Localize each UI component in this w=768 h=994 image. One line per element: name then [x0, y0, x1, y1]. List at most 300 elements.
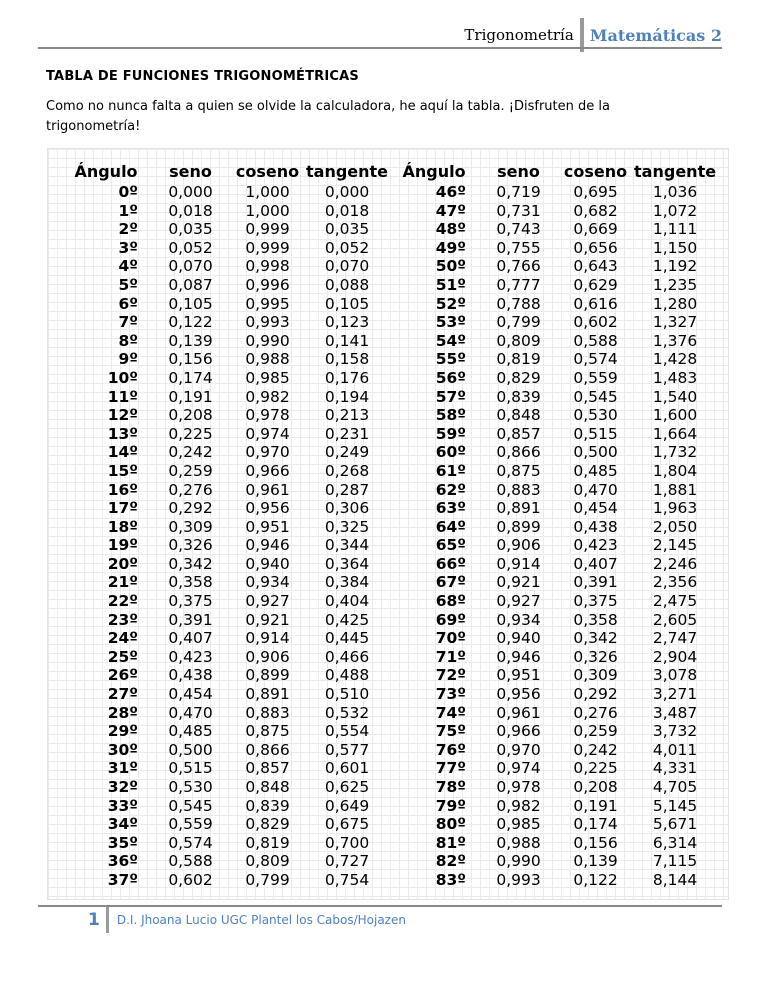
cell-seno: 0,018 — [168, 201, 213, 220]
cell-tangente: 0,231 — [324, 424, 370, 443]
page-footer — [88, 907, 406, 933]
table-row — [60, 834, 716, 853]
cell-tangente: 0,384 — [324, 573, 370, 592]
cell-angle-2: 59º — [435, 424, 467, 443]
cell-tangente: 0,601 — [324, 759, 370, 778]
table-row — [60, 759, 716, 778]
cell-seno-2: 0,848 — [496, 406, 541, 425]
cell-angle: 34º — [107, 815, 138, 834]
cell-tangente-2: 1,881 — [652, 480, 698, 499]
col-header-tangente-2: tangente — [634, 162, 717, 181]
cell-seno-2: 0,799 — [496, 313, 541, 332]
cell-angle: 8º — [118, 331, 138, 350]
cell-seno: 0,174 — [168, 368, 213, 387]
cell-seno: 0,326 — [168, 536, 213, 555]
cell-seno: 0,375 — [168, 592, 213, 611]
col-header-coseno-2: coseno — [563, 162, 628, 181]
cell-seno-2: 0,985 — [496, 815, 541, 834]
cell-tangente-2: 1,804 — [652, 461, 698, 480]
cell-coseno: 0,906 — [245, 647, 290, 666]
cell-seno-2: 0,857 — [496, 424, 541, 443]
cell-coseno-2: 0,242 — [573, 740, 618, 759]
cell-angle-2: 74º — [435, 703, 467, 722]
cell-tangente: 0,488 — [324, 666, 370, 685]
cell-tangente: 0,249 — [324, 443, 370, 462]
cell-tangente: 0,105 — [324, 294, 370, 313]
cell-seno: 0,500 — [168, 740, 213, 759]
cell-coseno-2: 0,545 — [573, 387, 618, 406]
document-title: TABLA DE FUNCIONES TRIGONOMÉTRICAS — [46, 69, 359, 84]
cell-seno: 0,122 — [168, 313, 213, 332]
table-row — [60, 239, 716, 258]
cell-angle-2: 68º — [435, 592, 467, 611]
cell-tangente: 0,141 — [324, 331, 370, 350]
cell-angle-2: 46º — [435, 183, 467, 201]
col-header-seno-2: seno — [497, 162, 540, 181]
cell-angle: 16º — [107, 480, 138, 499]
table-row — [60, 536, 716, 555]
header-subject: Trigonometría — [464, 26, 574, 44]
cell-tangente-2: 4,011 — [652, 740, 698, 759]
cell-coseno-2: 0,174 — [573, 815, 618, 834]
cell-tangente-2: 2,605 — [652, 610, 698, 629]
cell-coseno-2: 0,643 — [573, 257, 618, 276]
cell-seno: 0,139 — [168, 331, 213, 350]
cell-seno-2: 0,956 — [496, 685, 541, 704]
cell-seno-2: 0,829 — [496, 368, 541, 387]
cell-seno: 0,208 — [168, 406, 213, 425]
cell-tangente-2: 4,331 — [652, 759, 698, 778]
cell-seno: 0,087 — [168, 275, 213, 294]
cell-coseno: 0,819 — [245, 833, 290, 852]
table-header-row — [60, 161, 716, 183]
cell-tangente: 0,052 — [324, 238, 370, 257]
cell-tangente: 0,088 — [324, 275, 370, 294]
cell-tangente: 0,404 — [324, 592, 370, 611]
table-row — [60, 481, 716, 500]
cell-tangente-2: 5,671 — [652, 815, 698, 834]
cell-tangente-2: 1,600 — [652, 406, 698, 425]
cell-tangente-2: 1,428 — [652, 350, 698, 369]
table-row — [60, 815, 716, 834]
table-row — [60, 425, 716, 444]
cell-angle: 4º — [118, 257, 138, 276]
cell-seno: 0,000 — [168, 183, 213, 201]
cell-seno: 0,588 — [168, 852, 213, 871]
cell-tangente: 0,035 — [324, 220, 370, 239]
cell-angle: 3º — [118, 238, 138, 257]
cell-angle: 18º — [107, 517, 138, 536]
cell-tangente-2: 3,271 — [652, 685, 698, 704]
table-row — [60, 332, 716, 351]
cell-seno-2: 0,788 — [496, 294, 541, 313]
cell-tangente: 0,577 — [324, 740, 370, 759]
table-body — [60, 183, 716, 890]
cell-angle: 7º — [118, 313, 138, 332]
cell-tangente: 0,625 — [324, 778, 370, 796]
cell-angle-2: 64º — [435, 517, 467, 536]
cell-angle: 12º — [107, 406, 138, 425]
cell-seno: 0,485 — [168, 722, 213, 741]
cell-angle-2: 83º — [435, 870, 467, 889]
cell-seno-2: 0,914 — [496, 554, 541, 573]
cell-angle-2: 82º — [435, 852, 467, 871]
cell-coseno-2: 0,629 — [573, 275, 618, 294]
cell-coseno: 0,970 — [245, 443, 290, 462]
cell-coseno: 0,940 — [245, 554, 290, 573]
cell-tangente: 0,466 — [324, 647, 370, 666]
cell-coseno: 0,848 — [245, 778, 290, 796]
cell-angle-2: 77º — [435, 759, 467, 778]
cell-seno-2: 0,990 — [496, 852, 541, 871]
cell-tangente: 0,287 — [324, 480, 370, 499]
cell-coseno: 1,000 — [245, 201, 290, 220]
cell-angle: 23º — [107, 610, 138, 629]
cell-tangente-2: 2,747 — [652, 629, 698, 648]
cell-angle-2: 53º — [435, 313, 467, 332]
cell-seno: 0,574 — [168, 833, 213, 852]
cell-seno-2: 0,940 — [496, 629, 541, 648]
cell-angle: 25º — [107, 647, 138, 666]
table-row — [60, 704, 716, 723]
cell-seno: 0,309 — [168, 517, 213, 536]
cell-angle: 32º — [107, 778, 138, 796]
cell-tangente-2: 1,732 — [652, 443, 698, 462]
cell-seno-2: 0,766 — [496, 257, 541, 276]
cell-angle: 30º — [107, 740, 138, 759]
cell-coseno: 0,875 — [245, 722, 290, 741]
table-row — [60, 871, 716, 890]
cell-seno-2: 0,978 — [496, 778, 541, 796]
table-row — [60, 648, 716, 667]
cell-tangente-2: 1,235 — [652, 275, 698, 294]
cell-seno: 0,545 — [168, 796, 213, 815]
cell-coseno-2: 0,588 — [573, 331, 618, 350]
table-row — [60, 202, 716, 221]
cell-coseno-2: 0,156 — [573, 833, 618, 852]
cell-angle-2: 71º — [435, 647, 467, 666]
cell-tangente: 0,325 — [324, 517, 370, 536]
col-header-seno: seno — [169, 162, 212, 181]
cell-tangente-2: 1,540 — [652, 387, 698, 406]
cell-coseno-2: 0,191 — [573, 796, 618, 815]
cell-seno: 0,454 — [168, 685, 213, 704]
cell-coseno: 0,974 — [245, 424, 290, 443]
cell-tangente-2: 3,487 — [652, 703, 698, 722]
table-row — [60, 350, 716, 369]
cell-coseno: 0,951 — [245, 517, 290, 536]
cell-tangente-2: 1,280 — [652, 294, 698, 313]
cell-angle: 31º — [107, 759, 138, 778]
cell-tangente: 0,754 — [324, 870, 370, 889]
table-row — [60, 406, 716, 425]
cell-tangente: 0,727 — [324, 852, 370, 871]
cell-coseno: 0,866 — [245, 740, 290, 759]
cell-seno: 0,259 — [168, 461, 213, 480]
col-header-coseno: coseno — [235, 162, 300, 181]
cell-tangente-2: 1,327 — [652, 313, 698, 332]
trig-table-figure — [47, 148, 729, 900]
cell-seno-2: 0,951 — [496, 666, 541, 685]
table-row — [60, 741, 716, 760]
cell-seno-2: 0,866 — [496, 443, 541, 462]
table-row — [60, 722, 716, 741]
cell-coseno: 0,988 — [245, 350, 290, 369]
table-row — [60, 592, 716, 611]
cell-angle: 2º — [118, 220, 138, 239]
cell-tangente: 0,344 — [324, 536, 370, 555]
cell-seno-2: 0,982 — [496, 796, 541, 815]
footer-divider — [106, 907, 109, 933]
cell-tangente: 0,123 — [324, 313, 370, 332]
cell-coseno-2: 0,500 — [573, 443, 618, 462]
cell-angle-2: 81º — [435, 833, 467, 852]
cell-coseno: 0,914 — [245, 629, 290, 648]
cell-angle-2: 60º — [435, 443, 467, 462]
cell-angle-2: 62º — [435, 480, 467, 499]
cell-angle-2: 51º — [435, 275, 467, 294]
cell-seno-2: 0,719 — [496, 183, 541, 201]
table-row — [60, 443, 716, 462]
cell-tangente: 0,158 — [324, 350, 370, 369]
cell-angle-2: 67º — [435, 573, 467, 592]
cell-coseno-2: 0,574 — [573, 350, 618, 369]
cell-coseno-2: 0,276 — [573, 703, 618, 722]
cell-tangente-2: 2,145 — [652, 536, 698, 555]
table-row — [60, 518, 716, 537]
cell-seno: 0,035 — [168, 220, 213, 239]
cell-tangente-2: 2,356 — [652, 573, 698, 592]
cell-angle: 37º — [107, 870, 138, 889]
cell-seno-2: 0,961 — [496, 703, 541, 722]
cell-coseno: 0,921 — [245, 610, 290, 629]
cell-angle: 24º — [107, 629, 138, 648]
cell-tangente: 0,213 — [324, 406, 370, 425]
cell-tangente-2: 7,115 — [652, 852, 698, 871]
col-header-angle: Ángulo — [74, 162, 138, 181]
table-row — [60, 666, 716, 685]
cell-tangente-2: 2,246 — [652, 554, 698, 573]
cell-angle-2: 73º — [435, 685, 467, 704]
cell-seno-2: 0,777 — [496, 275, 541, 294]
cell-angle: 17º — [107, 499, 138, 518]
cell-angle-2: 69º — [435, 610, 467, 629]
cell-coseno: 0,998 — [245, 257, 290, 276]
cell-coseno-2: 0,656 — [573, 238, 618, 257]
cell-coseno: 0,927 — [245, 592, 290, 611]
cell-tangente-2: 1,376 — [652, 331, 698, 350]
cell-coseno-2: 0,695 — [573, 183, 618, 201]
cell-tangente-2: 6,314 — [652, 833, 698, 852]
cell-angle: 28º — [107, 703, 138, 722]
cell-coseno-2: 0,423 — [573, 536, 618, 555]
table-row — [60, 629, 716, 648]
cell-coseno-2: 0,616 — [573, 294, 618, 313]
cell-coseno: 0,899 — [245, 666, 290, 685]
cell-angle-2: 48º — [435, 220, 467, 239]
cell-coseno: 0,946 — [245, 536, 290, 555]
cell-seno-2: 0,743 — [496, 220, 541, 239]
cell-angle-2: 47º — [435, 201, 467, 220]
cell-coseno: 0,985 — [245, 368, 290, 387]
cell-coseno: 0,829 — [245, 815, 290, 834]
cell-coseno-2: 0,515 — [573, 424, 618, 443]
cell-coseno-2: 0,485 — [573, 461, 618, 480]
cell-seno-2: 0,993 — [496, 870, 541, 889]
cell-coseno-2: 0,139 — [573, 852, 618, 871]
cell-coseno: 0,799 — [245, 870, 290, 889]
footer-author: D.I. Jhoana Lucio UGC Plantel los Cabos/Hojazen — [116, 913, 406, 927]
cell-seno: 0,225 — [168, 424, 213, 443]
cell-angle: 26º — [107, 666, 138, 685]
cell-seno-2: 0,819 — [496, 350, 541, 369]
cell-coseno-2: 0,682 — [573, 201, 618, 220]
cell-seno: 0,407 — [168, 629, 213, 648]
cell-coseno: 0,883 — [245, 703, 290, 722]
cell-angle: 10º — [107, 368, 138, 387]
cell-seno-2: 0,966 — [496, 722, 541, 741]
cell-tangente: 0,425 — [324, 610, 370, 629]
cell-angle: 6º — [118, 294, 138, 313]
cell-angle-2: 52º — [435, 294, 467, 313]
cell-seno: 0,105 — [168, 294, 213, 313]
cell-tangente: 0,306 — [324, 499, 370, 518]
cell-tangente: 0,675 — [324, 815, 370, 834]
cell-coseno-2: 0,326 — [573, 647, 618, 666]
cell-seno: 0,242 — [168, 443, 213, 462]
cell-tangente: 0,649 — [324, 796, 370, 815]
table-row — [60, 257, 716, 276]
cell-seno-2: 0,809 — [496, 331, 541, 350]
cell-seno-2: 0,883 — [496, 480, 541, 499]
cell-coseno-2: 0,225 — [573, 759, 618, 778]
trig-table — [60, 161, 716, 890]
cell-coseno-2: 0,438 — [573, 517, 618, 536]
table-row — [60, 778, 716, 797]
cell-coseno-2: 0,454 — [573, 499, 618, 518]
cell-seno: 0,156 — [168, 350, 213, 369]
cell-coseno-2: 0,358 — [573, 610, 618, 629]
cell-seno: 0,438 — [168, 666, 213, 685]
cell-angle-2: 78º — [435, 778, 467, 796]
cell-coseno-2: 0,669 — [573, 220, 618, 239]
header-course: Matemáticas 2 — [589, 25, 722, 45]
cell-angle: 5º — [118, 275, 138, 294]
cell-coseno: 0,995 — [245, 294, 290, 313]
cell-seno: 0,342 — [168, 554, 213, 573]
page-number: 1 — [88, 910, 100, 930]
cell-seno: 0,391 — [168, 610, 213, 629]
col-header-angle-2: Ángulo — [402, 162, 466, 181]
cell-angle-2: 66º — [435, 554, 467, 573]
cell-seno: 0,602 — [168, 870, 213, 889]
cell-seno-2: 0,891 — [496, 499, 541, 518]
cell-tangente-2: 2,475 — [652, 592, 698, 611]
table-row — [60, 369, 716, 388]
cell-coseno-2: 0,391 — [573, 573, 618, 592]
cell-tangente-2: 2,050 — [652, 517, 698, 536]
table-row — [60, 852, 716, 871]
cell-tangente-2: 2,904 — [652, 647, 698, 666]
cell-tangente-2: 1,150 — [652, 238, 698, 257]
cell-coseno-2: 0,375 — [573, 592, 618, 611]
cell-angle: 13º — [107, 424, 138, 443]
cell-angle: 21º — [107, 573, 138, 592]
cell-angle: 0º — [118, 183, 138, 201]
table-row — [60, 797, 716, 816]
table-row — [60, 499, 716, 518]
table-row — [60, 573, 716, 592]
table-row — [60, 555, 716, 574]
table-row — [60, 276, 716, 295]
cell-tangente: 0,000 — [324, 183, 370, 201]
cell-coseno: 0,839 — [245, 796, 290, 815]
cell-tangente: 0,194 — [324, 387, 370, 406]
cell-coseno-2: 0,292 — [573, 685, 618, 704]
cell-tangente-2: 8,144 — [652, 870, 698, 889]
cell-seno: 0,470 — [168, 703, 213, 722]
table-row — [60, 220, 716, 239]
cell-seno: 0,292 — [168, 499, 213, 518]
cell-tangente-2: 1,036 — [652, 183, 698, 201]
cell-angle: 29º — [107, 722, 138, 741]
cell-tangente: 0,510 — [324, 685, 370, 704]
cell-angle: 27º — [107, 685, 138, 704]
cell-angle-2: 76º — [435, 740, 467, 759]
cell-coseno-2: 0,259 — [573, 722, 618, 741]
cell-tangente-2: 1,483 — [652, 368, 698, 387]
cell-coseno-2: 0,559 — [573, 368, 618, 387]
cell-angle-2: 70º — [435, 629, 467, 648]
cell-seno-2: 0,927 — [496, 592, 541, 611]
cell-tangente: 0,018 — [324, 201, 370, 220]
cell-seno-2: 0,899 — [496, 517, 541, 536]
cell-seno-2: 0,731 — [496, 201, 541, 220]
cell-seno-2: 0,988 — [496, 833, 541, 852]
cell-tangente: 0,070 — [324, 257, 370, 276]
cell-coseno-2: 0,122 — [573, 870, 618, 889]
cell-angle: 15º — [107, 461, 138, 480]
header-rule — [38, 47, 722, 49]
cell-angle: 14º — [107, 443, 138, 462]
cell-angle: 11º — [107, 387, 138, 406]
cell-seno-2: 0,921 — [496, 573, 541, 592]
cell-tangente: 0,176 — [324, 368, 370, 387]
cell-coseno: 1,000 — [245, 183, 290, 201]
cell-seno-2: 0,946 — [496, 647, 541, 666]
cell-coseno: 0,809 — [245, 852, 290, 871]
cell-tangente-2: 3,078 — [652, 666, 698, 685]
cell-angle-2: 54º — [435, 331, 467, 350]
table-row — [60, 295, 716, 314]
cell-angle-2: 79º — [435, 796, 467, 815]
cell-tangente: 0,445 — [324, 629, 370, 648]
intro-paragraph: Como no nunca falta a quien se olvide la calculadora, he aquí la tabla. ¡Disfruten de la trigonometría! — [46, 99, 610, 134]
cell-tangente-2: 1,664 — [652, 424, 698, 443]
table-row — [60, 313, 716, 332]
cell-seno-2: 0,974 — [496, 759, 541, 778]
col-header-tangente: tangente — [306, 162, 389, 181]
cell-coseno-2: 0,470 — [573, 480, 618, 499]
cell-angle-2: 72º — [435, 666, 467, 685]
cell-coseno: 0,993 — [245, 313, 290, 332]
cell-tangente: 0,700 — [324, 833, 370, 852]
cell-seno: 0,191 — [168, 387, 213, 406]
cell-tangente-2: 3,732 — [652, 722, 698, 741]
cell-angle-2: 50º — [435, 257, 467, 276]
table-row — [60, 183, 716, 202]
cell-coseno: 0,978 — [245, 406, 290, 425]
